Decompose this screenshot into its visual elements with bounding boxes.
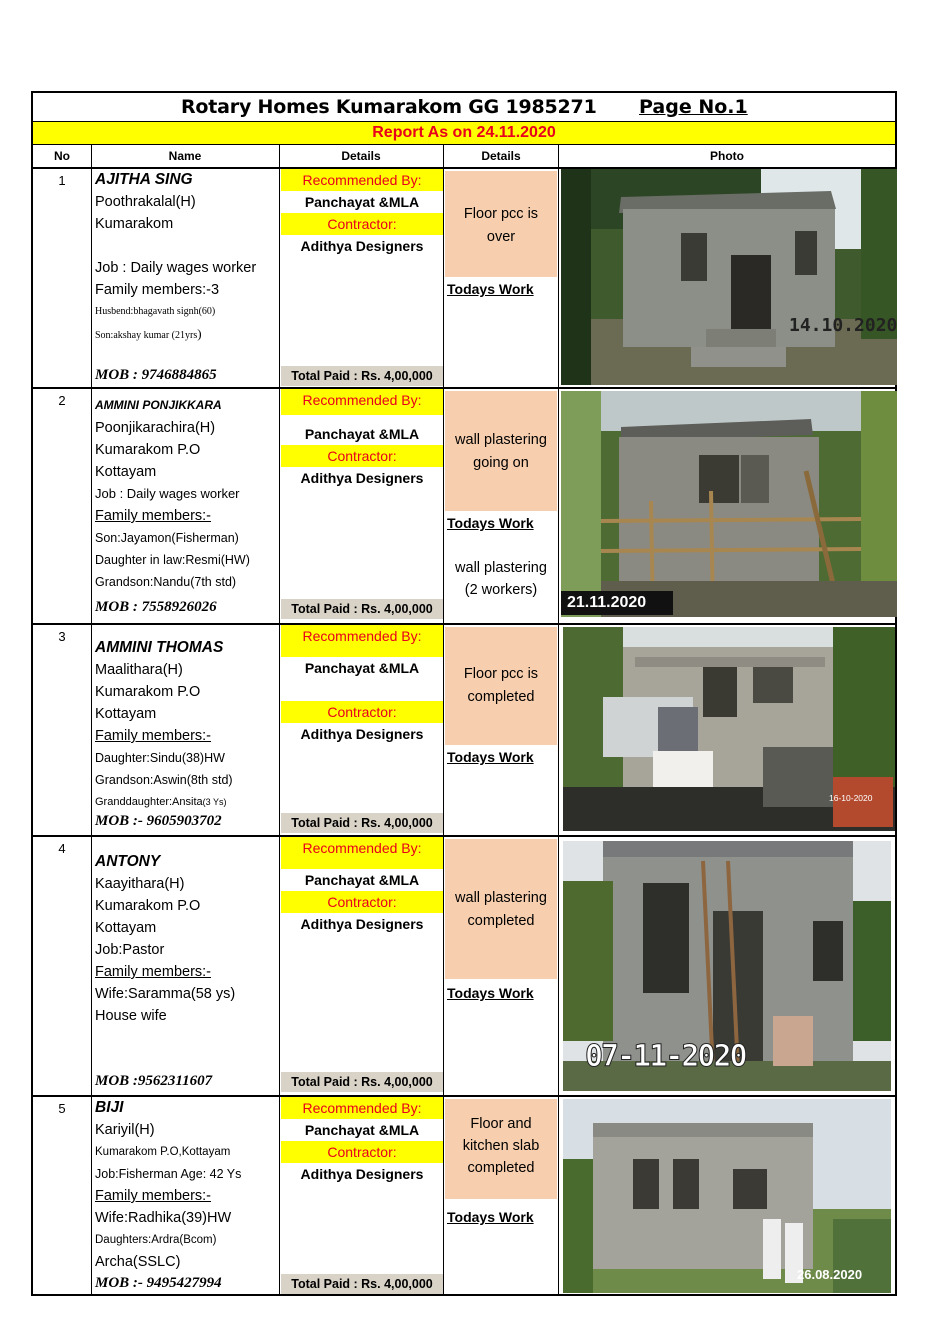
recommender: Panchayat &MLA	[304, 194, 420, 210]
status-box	[445, 391, 557, 511]
family-member: Grandson:Aswin(8th std)	[95, 773, 233, 787]
contractor-label: Contractor:	[281, 701, 443, 723]
person-name: AJITHA SING	[95, 171, 193, 188]
contractor-label: Contractor:	[281, 445, 443, 467]
mobile-number: MOB :- 9605903702	[95, 813, 222, 829]
status-text: kitchen slab	[462, 1138, 540, 1154]
recommender: Panchayat &MLA	[304, 660, 420, 676]
family-member: Daughters:Ardra(Bcom)	[95, 1234, 217, 1246]
status-text: completed	[467, 913, 535, 929]
contractor-label: Contractor:	[281, 1141, 443, 1163]
recommender: Panchayat &MLA	[304, 1122, 420, 1138]
header-details-1: Details	[341, 149, 381, 163]
family-line: Family members:-	[95, 1188, 212, 1204]
family-line: Family members:-3	[95, 282, 220, 298]
status-text: Floor and	[470, 1116, 532, 1132]
recommended-label: Recommended By:	[281, 169, 443, 191]
mobile-number: MOB : 7558926026	[95, 599, 217, 615]
house-photo	[563, 1099, 891, 1293]
total-paid: Total Paid : Rs. 4,00,000	[281, 599, 443, 619]
status-text: wall plastering	[455, 432, 547, 448]
person-name: AMMINI THOMAS	[95, 639, 224, 656]
family-member: Daughter:Sindu(38)HW	[95, 751, 225, 765]
house-photo	[563, 841, 891, 1091]
details-column	[281, 389, 443, 489]
todays-work-detail	[445, 557, 557, 601]
job-line: Job : Daily wages worker	[95, 260, 257, 276]
house-photo	[561, 391, 897, 617]
house-photo-graphic	[561, 169, 897, 385]
family-member: House wife	[95, 1008, 167, 1024]
todays-work-text: (2 workers)	[464, 582, 538, 598]
row-number: 1	[58, 173, 66, 188]
contractor-name: Adithya Designers	[300, 470, 424, 486]
row-number: 4	[58, 841, 66, 856]
photo-date: 16-10-2020	[829, 793, 873, 803]
recommender: Panchayat &MLA	[304, 426, 420, 442]
mobile-number: MOB : 9746884865	[95, 367, 217, 383]
family-member: Husbend:bhagavath signh(60)	[95, 306, 216, 317]
photo-date: 14.10.2020	[789, 315, 897, 336]
person-details	[95, 391, 250, 593]
page-title: Rotary Homes Kumarakom GG 1985271	[181, 96, 597, 118]
address-line: Kumarakom P.O,Kottayam	[95, 1146, 231, 1158]
job-line: Job : Daily wages worker	[95, 486, 240, 501]
status-box	[445, 839, 557, 979]
person-name: BIJI	[95, 1099, 124, 1116]
todays-work-label: Todays Work	[447, 281, 534, 297]
status-text: going on	[473, 455, 529, 471]
status-text: Floor pcc is	[463, 206, 539, 222]
status-box	[445, 1099, 557, 1199]
status-text: completed	[467, 689, 535, 705]
details-column	[281, 169, 443, 257]
family-member	[95, 791, 233, 813]
family-member: Wife:Saramma(58 ys)	[95, 986, 236, 1002]
person-name: ANTONY	[95, 853, 161, 870]
table-row	[33, 625, 895, 837]
contractor-name: Adithya Designers	[300, 726, 424, 742]
address-line: Poothrakalal(H)	[95, 194, 196, 210]
recommended-label: Recommended By:	[281, 625, 443, 657]
person-details	[95, 169, 256, 347]
photo-date: 07-11-2020	[585, 1039, 746, 1074]
contractor-name: Adithya Designers	[300, 1166, 424, 1182]
family-member: Grandson:Nandu(7th std)	[95, 575, 237, 589]
details-column	[281, 837, 443, 935]
family-member: Archa(SSLC)	[95, 1254, 181, 1270]
table-header	[33, 145, 895, 169]
house-photo-graphic	[563, 1099, 891, 1293]
job-line: Job:Fisherman Age: 42 Ys	[95, 1167, 242, 1181]
row-number: 2	[58, 393, 66, 408]
contractor-label: Contractor:	[281, 213, 443, 235]
photo-date: 26.08.2020	[797, 1267, 863, 1282]
status-text: Floor pcc is	[463, 666, 539, 682]
todays-work-label: Todays Work	[447, 985, 534, 1001]
house-photo	[563, 627, 895, 831]
family-member: Son:Jayamon(Fisherman)	[95, 531, 239, 545]
recommended-label: Recommended By:	[281, 389, 443, 415]
contractor-name: Adithya Designers	[300, 238, 424, 254]
blank-line	[95, 235, 256, 257]
row-number: 3	[58, 629, 66, 644]
header-photo: Photo	[710, 149, 744, 163]
address-line: Poonjikarachira(H)	[95, 420, 216, 436]
mobile-number: MOB :- 9495427994	[95, 1275, 222, 1291]
address-line: Kariyil(H)	[95, 1122, 155, 1138]
address-line: Kumarakom	[95, 216, 174, 232]
family-member-text: Son:akshay kumar (21yrs	[95, 330, 198, 341]
address-line: Kottayam	[95, 706, 157, 722]
address-line: Kottayam	[95, 920, 157, 936]
row-number: 5	[58, 1101, 66, 1116]
house-photo	[561, 169, 897, 385]
table-row	[33, 1097, 895, 1295]
header-name: Name	[168, 149, 202, 163]
address-line: Kaayithara(H)	[95, 876, 185, 892]
total-paid: Total Paid : Rs. 4,00,000	[281, 1274, 443, 1294]
person-details	[95, 1097, 241, 1273]
address-line: Kumarakom P.O	[95, 442, 201, 458]
header-no: No	[54, 149, 70, 163]
recommended-label: Recommended By:	[281, 837, 443, 869]
todays-work-label: Todays Work	[447, 749, 534, 765]
family-member: Wife:Radhika(39)HW	[95, 1210, 232, 1226]
address-line: Kottayam	[95, 464, 157, 480]
title-row	[33, 93, 895, 122]
job-line: Job:Pastor	[95, 942, 165, 958]
person-details	[95, 637, 233, 813]
report-date: Report As on 24.11.2020	[372, 124, 556, 141]
details-column	[281, 625, 443, 745]
details-column	[281, 1097, 443, 1185]
family-member-age: (3 Ys)	[202, 797, 227, 807]
contractor-name: Adithya Designers	[300, 916, 424, 932]
family-line: Family members:-	[95, 508, 212, 524]
person-details	[95, 851, 235, 1027]
family-member: Daughter in law:Resmi(HW)	[95, 553, 250, 567]
page-number: Page No.1	[639, 96, 748, 118]
todays-work-label: Todays Work	[447, 1209, 534, 1225]
total-paid: Total Paid : Rs. 4,00,000	[281, 366, 443, 386]
total-paid: Total Paid : Rs. 4,00,000	[281, 813, 443, 833]
house-photo-graphic	[561, 391, 897, 617]
family-line: Family members:-	[95, 964, 212, 980]
report-sheet	[31, 91, 897, 1296]
status-box	[445, 171, 557, 277]
person-name: AMMINI PONJIKKARA	[95, 398, 222, 412]
recommender: Panchayat &MLA	[304, 872, 420, 888]
address-line: Kumarakom P.O	[95, 898, 201, 914]
todays-work-label: Todays Work	[447, 515, 534, 531]
photo-date: 21.11.2020	[567, 594, 647, 611]
contractor-label: Contractor:	[281, 891, 443, 913]
family-member-text: Granddaughter:Ansita	[95, 796, 203, 808]
family-member	[95, 323, 256, 347]
table-row	[33, 837, 895, 1097]
table-row	[33, 169, 895, 389]
address-line: Kumarakom P.O	[95, 684, 201, 700]
total-paid: Total Paid : Rs. 4,00,000	[281, 1072, 443, 1092]
todays-work-text: wall plastering	[455, 560, 547, 576]
header-details-2: Details	[481, 149, 521, 163]
family-line: Family members:-	[95, 728, 212, 744]
report-date-row	[33, 122, 895, 145]
status-text: over	[486, 229, 516, 245]
recommended-label: Recommended By:	[281, 1097, 443, 1119]
blank-line	[281, 679, 443, 701]
status-text: wall plastering	[455, 890, 547, 906]
table-row	[33, 389, 895, 625]
status-text: completed	[467, 1160, 535, 1176]
status-box	[445, 627, 557, 745]
mobile-number: MOB :9562311607	[95, 1073, 213, 1089]
bracket-text: )	[197, 326, 202, 341]
address-line: Maalithara(H)	[95, 662, 183, 678]
